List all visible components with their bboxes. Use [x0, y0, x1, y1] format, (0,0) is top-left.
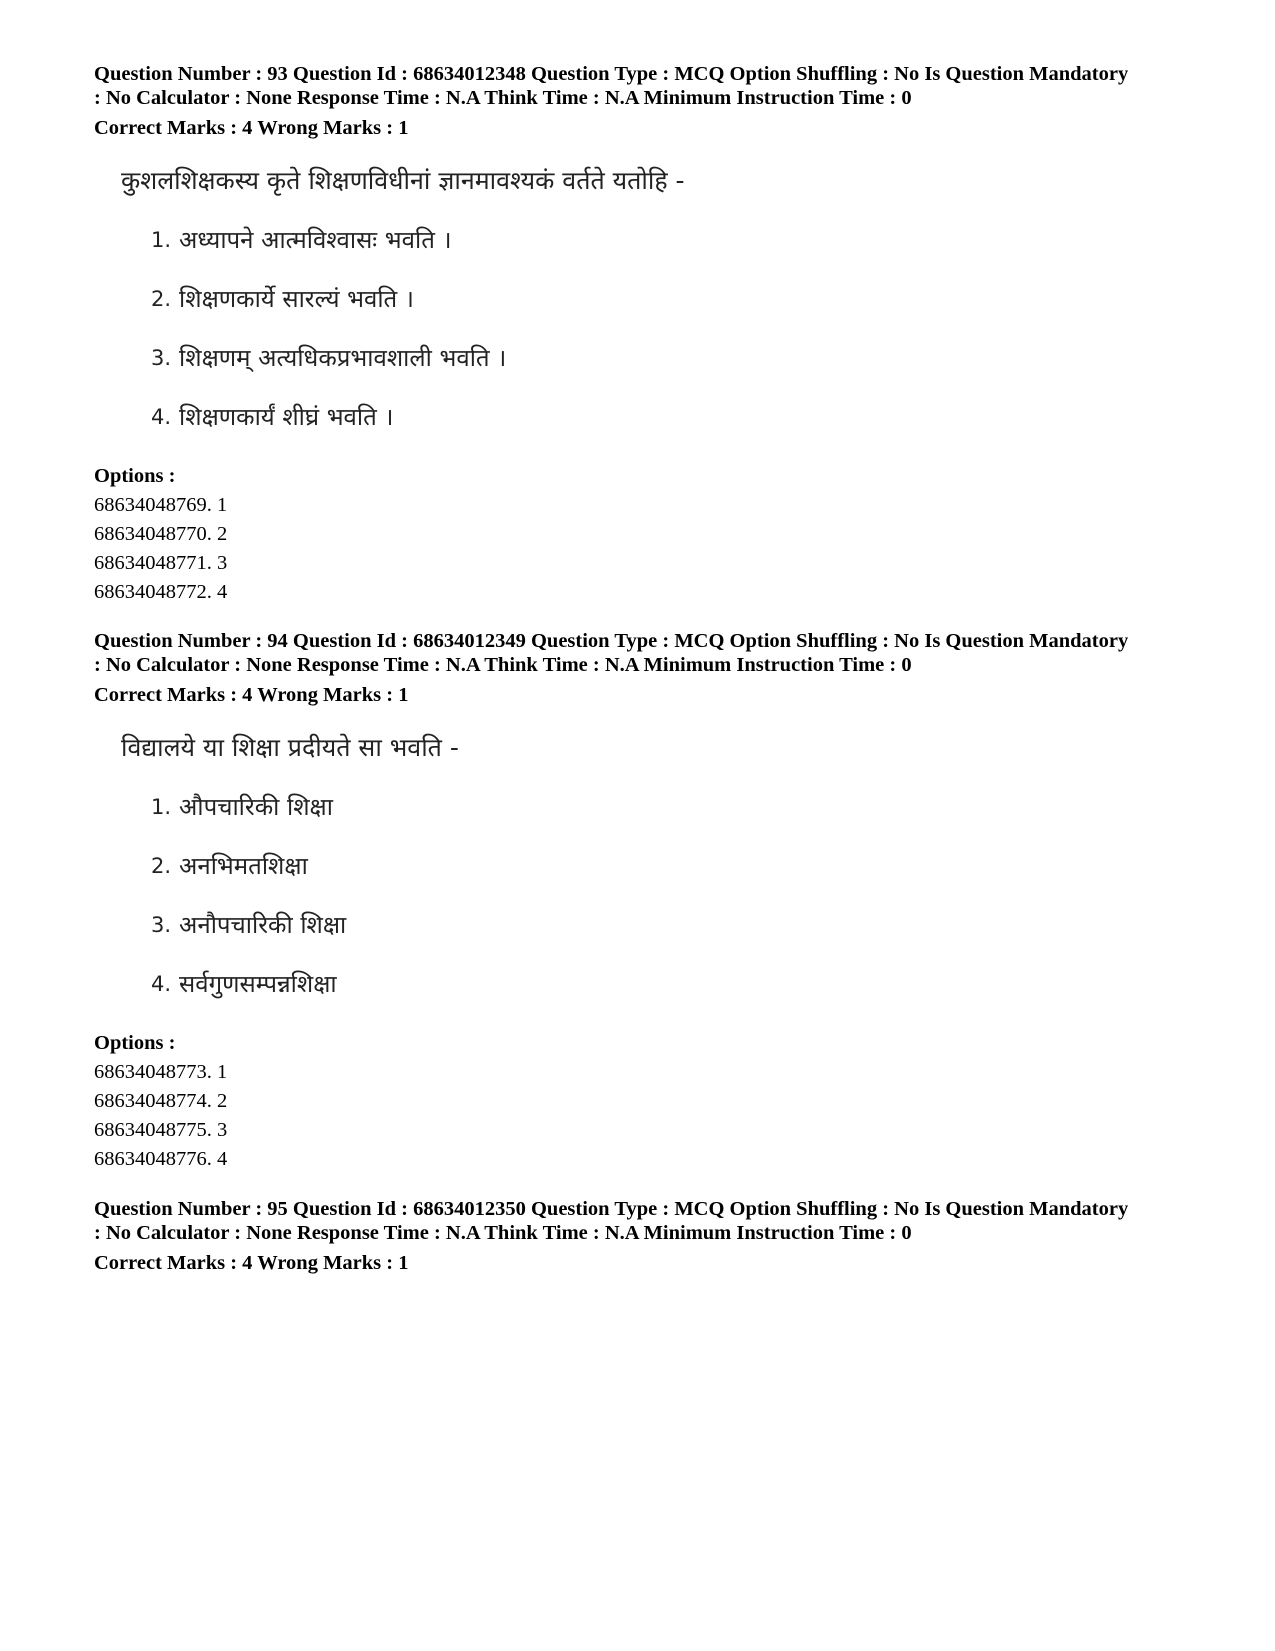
choice-text: शिक्षणम् अत्यधिकप्रभावशाली भवति । [179, 344, 507, 372]
question-block-93 [94, 62, 1214, 604]
options-label: Options : [94, 465, 176, 487]
choice-text: शिक्षणकार्ये सारल्यं भवति । [179, 285, 414, 313]
choice-text: अध्यापने आत्मविश्वासः भवति । [179, 226, 452, 254]
choice-text: औपचारिकी शिक्षा [179, 793, 333, 821]
choice-number: 1. [151, 228, 172, 252]
question-block-94 [94, 629, 1214, 1171]
option-row: 68634048769. 1 [94, 494, 228, 516]
question-choice-2 [151, 849, 1214, 883]
question-meta-line2: : No Calculator : None Response Time : N.A Think Time : N.A Minimum Instruction Time : 0 [94, 654, 912, 676]
question-marks: Correct Marks : 4 Wrong Marks : 1 [94, 684, 409, 706]
question-meta-line2: : No Calculator : None Response Time : N.A Think Time : N.A Minimum Instruction Time : 0 [94, 1222, 912, 1244]
question-choice-4 [151, 400, 1214, 434]
question-choice-1 [151, 790, 1214, 824]
question-meta-line1: Question Number : 93 Question Id : 68634012348 Question Type : MCQ Option Shuffling : No Is Question Mandatory [94, 63, 1129, 85]
option-row: 68634048772. 4 [94, 581, 228, 603]
option-row: 68634048771. 3 [94, 552, 228, 574]
question-block-95 [94, 1197, 1214, 1275]
option-row: 68634048775. 3 [94, 1119, 228, 1141]
question-choice-3 [151, 908, 1214, 942]
question-image [121, 164, 1214, 434]
option-row: 68634048770. 2 [94, 523, 228, 545]
choice-text: अनौपचारिकी शिक्षा [179, 911, 347, 939]
question-text: विद्यालये या शिक्षा प्रदीयते सा भवति - [121, 733, 459, 762]
choice-number: 1. [151, 795, 172, 819]
choice-number: 3. [151, 346, 172, 370]
choice-number: 4. [151, 405, 172, 429]
question-meta-line1: Question Number : 94 Question Id : 68634012349 Question Type : MCQ Option Shuffling : No Is Question Mandatory [94, 630, 1129, 652]
question-marks: Correct Marks : 4 Wrong Marks : 1 [94, 1252, 409, 1274]
question-choice-3 [151, 341, 1214, 375]
options-label: Options : [94, 1032, 176, 1054]
choice-number: 3. [151, 913, 172, 937]
question-choice-4 [151, 967, 1214, 1001]
choice-number: 4. [151, 972, 172, 996]
choice-text: शिक्षणकार्यं शीघ्रं भवति । [179, 403, 394, 431]
option-row: 68634048773. 1 [94, 1061, 228, 1083]
option-row: 68634048774. 2 [94, 1090, 228, 1112]
choice-text: सर्वगुणसम्पन्नशिक्षा [179, 970, 337, 998]
choice-number: 2. [151, 854, 172, 878]
option-row: 68634048776. 4 [94, 1148, 228, 1170]
choice-number: 2. [151, 287, 172, 311]
choice-text: अनभिमतशिक्षा [179, 852, 308, 880]
question-meta-line2: : No Calculator : None Response Time : N.A Think Time : N.A Minimum Instruction Time : 0 [94, 87, 912, 109]
question-choice-1 [151, 223, 1214, 257]
question-image [121, 731, 1214, 1001]
question-marks: Correct Marks : 4 Wrong Marks : 1 [94, 117, 409, 139]
question-text: कुशलशिक्षकस्य कृते शिक्षणविधीनां ज्ञानमावश्यकं वर्तते यतोहि - [121, 166, 685, 195]
question-meta-line1: Question Number : 95 Question Id : 68634012350 Question Type : MCQ Option Shuffling : No Is Question Mandatory [94, 1198, 1129, 1220]
question-choice-2 [151, 282, 1214, 316]
